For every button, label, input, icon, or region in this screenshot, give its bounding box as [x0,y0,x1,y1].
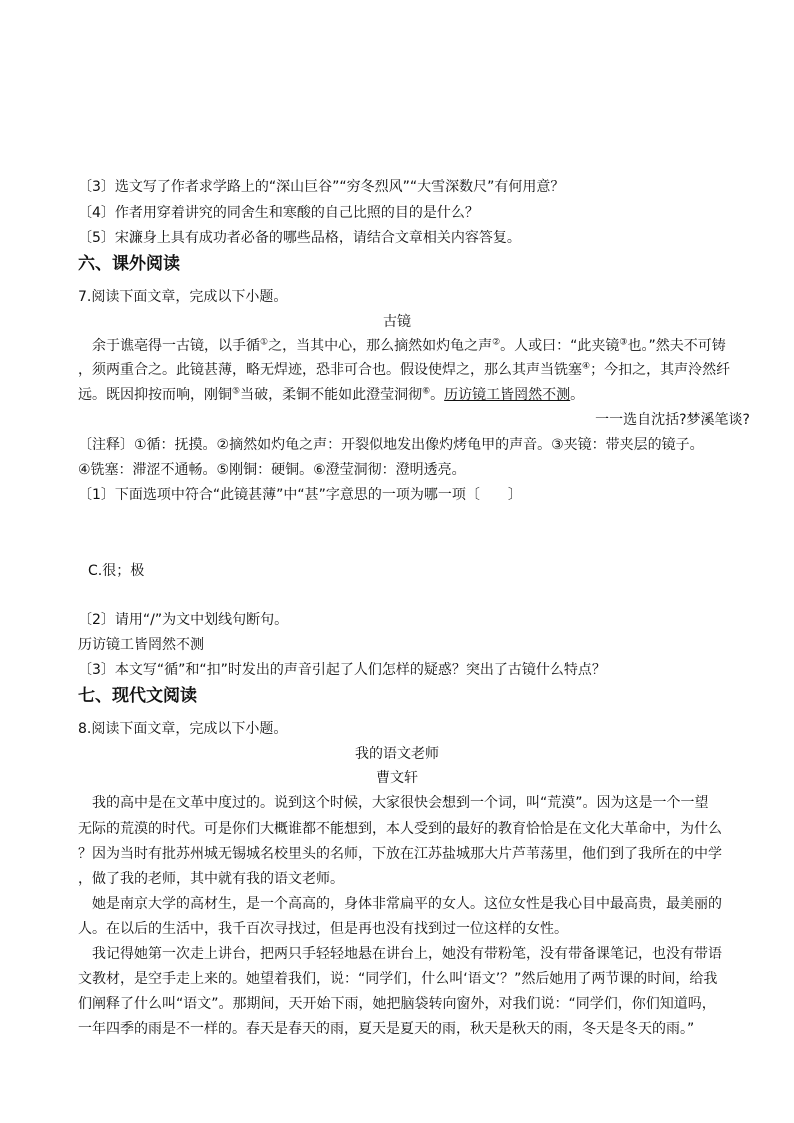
essay-line: 我记得她第一次走上讲台，把两只手轻轻地悬在讲台上，她没有带粉笔，没有带备课笔记，也没有带语 [78,946,722,962]
passage-source: 一一选自沈括?梦溪笔谈? [595,412,750,428]
subquestion-3: 〔3〕本文写“循”和“扣”时发出的声音引起了人们怎样的疑惑？突出了古镜什么特点？ [78,662,606,678]
essay-line: 她是南京大学的高材生，是一个高高的，身体非常扁平的女人。这位女性是我心目中最高贵，最美丽的 [78,896,722,912]
section-6-heading: 六、课外阅读 [78,254,180,274]
subquestion-2: 〔2〕请用“/”为文中划线句断句。 [78,612,289,628]
essay-line: 们阐释了什么叫“语文”。那期间，天开始下雨，她把脑袋转向窗外，对我们说：“同学们，你们知道吗， [78,996,716,1012]
passage-title-teacher: 我的语文老师 [355,746,439,762]
essay-line: 一年四季的雨是不一样的。春天是春天的雨，夏天是夏天的雨，秋天是秋天的雨，冬天是冬天的雨。” [78,1021,695,1037]
passage-line-3: 远。既因抑按而响，刚铜⑤当破，柔铜不能如此澄莹洞彻⑥。历访镜工皆罔然不测。 [78,386,585,403]
annotation-line-1: 〔注释〕①循：抚摸。②摘然如灼龟之声：开裂似地发出像灼烤龟甲的声音。③夹镜：带夹层的镜子。 [78,437,704,453]
passage-line-2: ，须两重合之。此镜甚薄，略无焊迹，恐非可合也。假设使焊之，那么其声当铣塞④；今扣之，其声泠然纤 [78,361,731,378]
underlined-sentence: 历访镜工皆罔然不测 [444,387,571,403]
essay-line: ，做了我的老师，其中就有我的语文老师。 [78,871,344,887]
essay-line: 人。在以后的生活中，我千百次寻找过，但是再也没有找到过一位这样的女性。 [78,921,568,937]
question-3-deep-mountains: 〔3〕选文写了作者求学路上的“深山巨谷”“穷冬烈风”“大雪深数尺”有何用意？ [78,179,565,195]
essay-line: 文教材，是空手走上来的。她望着我们，说：“同学们，什么叫‘语文’？”然后她用了两节课的时间，给我 [78,971,718,987]
passage-author: 曹文轩 [376,770,418,786]
essay-line: ？因为当时有批苏州城无锡城名校里头的名师，下放在江苏盐城那大片芦苇荡里，他们到了我所在的中学 [78,846,722,862]
essay-line: 无际的荒漠的时代。可是你们大概谁都不能想到，本人受到的最好的教育恰恰是在文化大革命中，为什么 [78,821,722,837]
section-7-heading: 七、现代文阅读 [78,686,197,706]
passage-line-1: 余于谯亳得一古镜，以手循①之，当其中心，那么摘然如灼龟之声②。人或曰：“此夹镜③也。”然夫不可铸 [92,337,726,354]
essay-line: 我的高中是在文革中度过的。说到这个时候，大家很快会想到一个词，叫“荒漠”。因为这是一个一望 [78,795,709,811]
subquestion-2-text: 历访镜工皆罔然不测 [78,637,204,653]
section-6-intro: 7.阅读下面文章，完成以下小题。 [78,289,288,305]
section-7-intro: 8.阅读下面文章，完成以下小题。 [78,721,288,737]
passage-title-gujing: 古镜 [383,314,411,330]
option-c: C.很；极 [88,563,145,579]
question-4-comparison: 〔4〕作者用穿着讲究的同舍生和寒酸的自己比照的目的是什么？ [78,205,479,221]
question-5-qualities: 〔5〕宋濂身上具有成功者必备的哪些品格，请结合文章相关内容答复。 [78,230,521,246]
subquestion-1: 〔1〕下面选项中符合“此镜甚薄”中“甚”字意思的一项为哪一项〔 〕 [78,487,522,503]
annotation-line-2: ④铣塞：滞涩不通畅。⑤刚铜：硬铜。⑥澄莹洞彻：澄明透亮。 [78,462,466,478]
